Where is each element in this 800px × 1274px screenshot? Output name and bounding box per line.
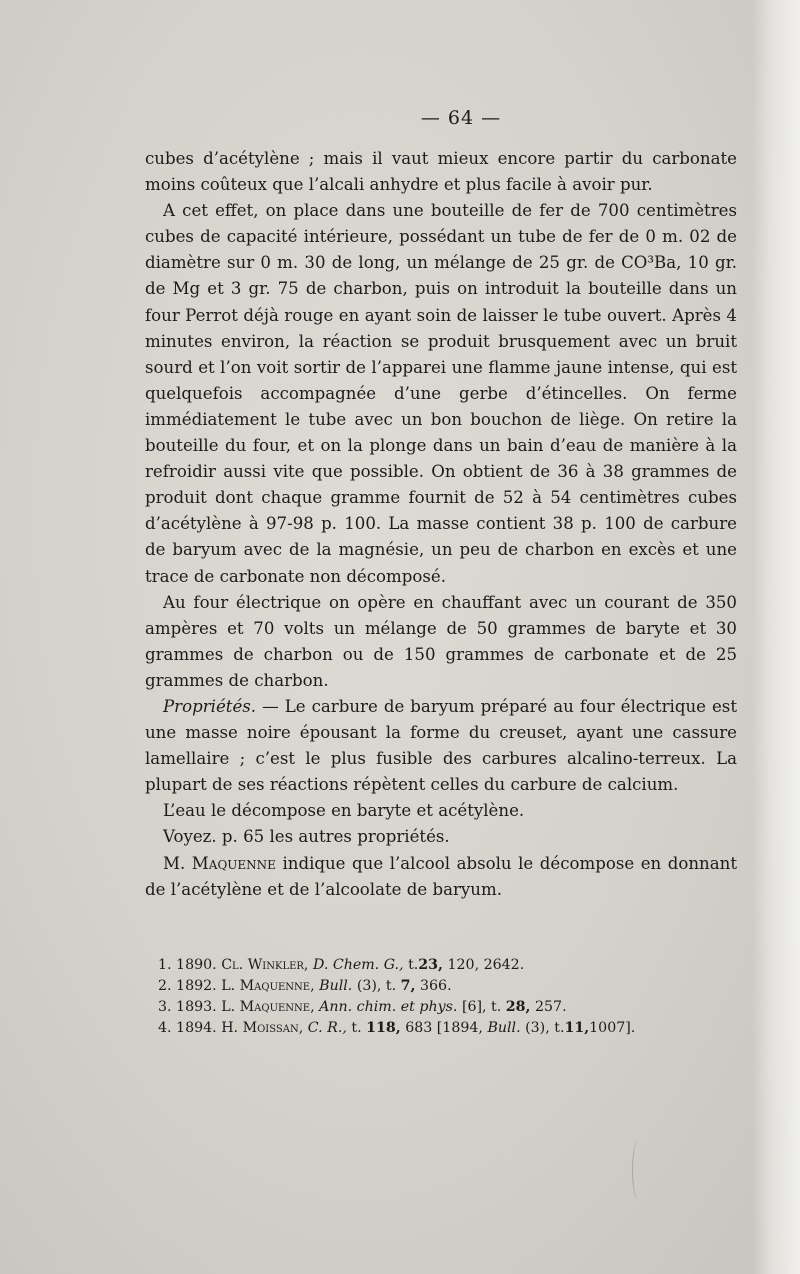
footnote-pages: 683 [1894, [405, 1020, 483, 1036]
paragraph-electric-furnace: Au four électrique on opère en chauffant avec un courant de 350 ampères et 70 volts un mélange de 50 grammes de baryte et 30 grammes de charbon ou de 150 grammes de carbonate et de 25 grammes de charbon. [145, 592, 737, 690]
line-see-also: Voyez. p. 65 les autres propriétés. [163, 827, 450, 847]
footnote-volume: 118, [366, 1020, 401, 1036]
footnotes [158, 955, 718, 1039]
footnote-volume-prefix-secondary: (3), t. [525, 1020, 565, 1036]
page-gutter [752, 0, 800, 1274]
paragraph-continuation: cubes d’acétylène ; mais il vaut mieux encore partir du carbonate moins coûteux que l’alcali anhydre et plus facile à avoir pur. [145, 149, 737, 195]
maquenne-text: indique que l’alcool absolu le décompose en donnant de l’acétylène et de l’alcoolate de baryum. [145, 853, 737, 899]
footnote-pages-secondary: 1007]. [589, 1020, 636, 1036]
footnote-number: 2. 1892. [158, 978, 217, 994]
footnote [158, 955, 718, 976]
footnote-number: 1. 1890. [158, 957, 217, 973]
footnote-volume-secondary: 11, [564, 1020, 590, 1036]
footnote-author: L. Maquenne, [221, 999, 315, 1015]
footnote-author: H. Moissan, [221, 1020, 304, 1036]
properties-text: — Le carbure de baryum préparé au four électrique est une masse noire épousant la forme du creuset, ayant une cassure lamellaire ; c’est le plus fusible des carbures alcalino-terreux. La plupart de ses réactions répètent celles du carbure de calcium. [145, 696, 737, 795]
footnote-volume-prefix: (3), t. [356, 978, 397, 994]
footnote-author: L. Maquenne, [221, 978, 315, 994]
footnote [158, 976, 718, 997]
footnote-pages: 120, 2642. [447, 957, 525, 973]
footnote-pages: 366. [419, 978, 452, 994]
paragraph-properties [145, 694, 737, 798]
footnote-journal: Ann. chim. et phys. [319, 999, 458, 1015]
footnote-journal: Bull. [319, 978, 353, 994]
footnote-volume: 7, [400, 978, 416, 994]
footnote-volume: 28, [505, 999, 531, 1015]
footnote-journal-secondary: Bull. [487, 1020, 521, 1036]
paragraph-maquenne [145, 851, 737, 903]
footnote-volume-prefix: t. [408, 957, 419, 973]
footnote [158, 997, 718, 1018]
footnote-author: Cl. Winkler, [221, 957, 309, 973]
footnote-journal: D. Chem. G., [312, 957, 404, 973]
main-text [145, 108, 737, 903]
pencil-mark [632, 1140, 645, 1200]
footnote-volume: 23, [418, 957, 443, 973]
properties-label: Propriétés. [163, 696, 257, 716]
footnote-journal: C. R., [307, 1020, 347, 1036]
footnote-volume-prefix: [6], t. [461, 999, 502, 1015]
footnote-pages: 257. [534, 999, 567, 1015]
paragraph-preparation: A cet effet, on place dans une bouteille de fer de 700 centimètres cubes de capacité intérieure, possédant un tube de fer de 0 m. 02 de diamètre sur 0 m. 30 de long, un mélange de 25 gr. de CO³Ba, 10 gr. de Mg et 3 gr. 75 de charbon, puis on introduit la bouteille dans un four Perrot déjà rouge en ayant soin de laisser le tube ouvert. Après 4 minutes environ, la réaction se produit brusquement avec un bruit sourd et l’on voit sortir de l’apparei une flamme jaune intense, qui est quelquefois accompagnée d’une gerbe d’étincelles. On ferme immédiatement le tube avec un bon bouchon de liège. On retire la bouteille du four, et on la plonge dans un bain d’eau de manière à la refroidir aussi vite que possible. On obtient de 36 à 38 grammes de produit dont chaque gramme fournit de 52 à 54 centimètres cubes d’acétylène à 97-98 p. 100. La masse contient 38 p. 100 de carbure de baryum avec de la magnésie, un peu de charbon en excès et une trace de carbonate non décomposé. [145, 201, 737, 586]
footnote-volume-prefix: t. [351, 1020, 362, 1036]
page-number: — 64 — [420, 107, 502, 129]
footnote-number: 3. 1893. [158, 999, 217, 1015]
line-water-decomposes: L’eau le décompose en baryte et acétylène. [163, 801, 525, 821]
footnote-number: 4. 1894. [158, 1020, 217, 1036]
maquenne-author: M. Maquenne [163, 853, 276, 873]
footnote [158, 1018, 718, 1039]
